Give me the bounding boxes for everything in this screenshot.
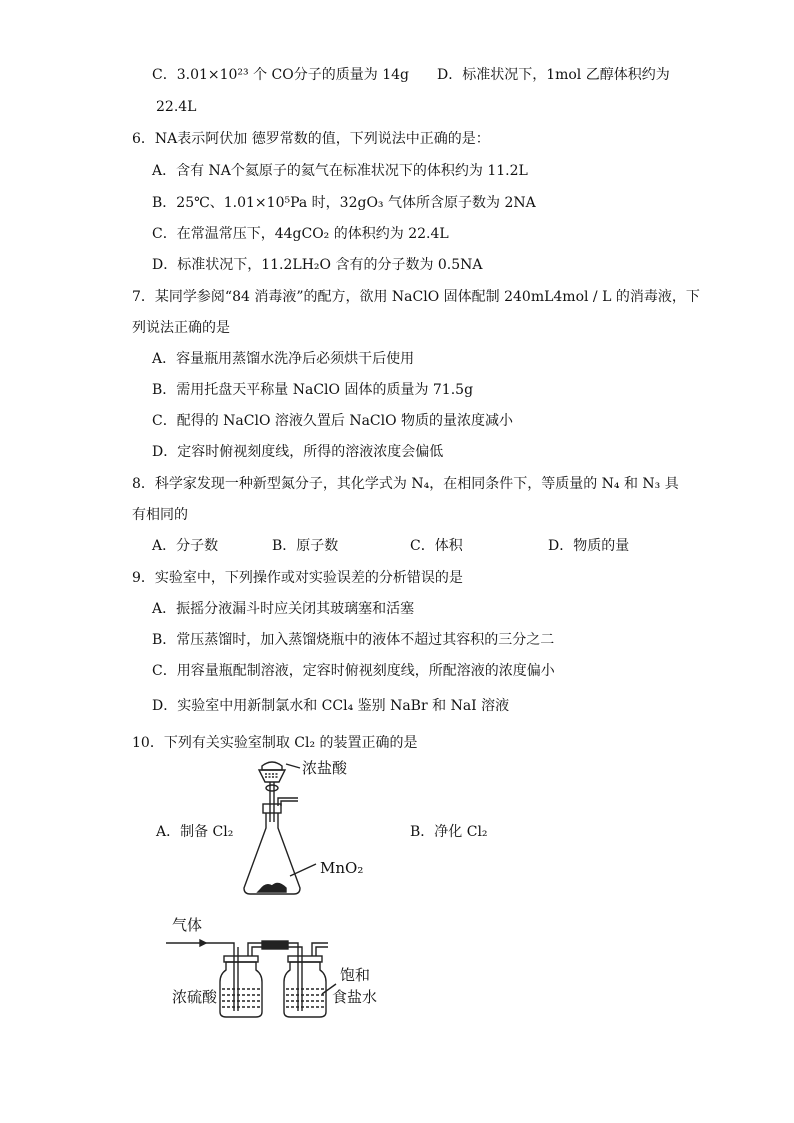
q7-option-a: A．容量瓶用蒸馏水洗净后必须烘干后使用 — [152, 351, 415, 367]
q9-option-a: A．振摇分液漏斗时应关闭其玻璃塞和活塞 — [152, 601, 415, 617]
q7-option-d: D．定容时俯视刻度线，所得的溶液浓度会偏低 — [152, 444, 444, 460]
q6-option-c: C．在常温常压下，44gCO₂ 的体积约为 22.4L — [152, 226, 449, 242]
label-conc-h2so4: 浓硫酸 — [172, 988, 218, 1006]
label-saturated: 饱和 — [340, 966, 371, 984]
line-c5: C．3.01×10²³ 个 CO分子的质量为 14g D．标准状况下，1mol 乙醇体积约为 — [152, 67, 670, 83]
cl2-purification-diagram — [166, 914, 398, 1020]
cl2-generator-diagram — [236, 756, 376, 901]
q9-option-b: B．常压蒸馏时，加入蒸馏烧瓶中的液体不超过其容积的三分之二 — [152, 632, 555, 648]
q9-option-d: D．实验室中用新制氯水和 CCl₄ 鉴别 NaBr 和 NaI 溶液 — [152, 698, 510, 714]
question-7: 7．某同学参阅“84 消毒液”的配方，欲用 NaClO 固体配制 240mL4mol / L 的消毒液，下 — [132, 289, 700, 305]
q7-option-c: C．配得的 NaClO 溶液久置后 NaClO 物质的量浓度减小 — [152, 413, 514, 429]
label-conc-hcl: 浓盐酸 — [302, 759, 348, 777]
stopcock — [266, 785, 278, 791]
q8-option-b: B．原子数 — [272, 538, 339, 554]
question-9: 9．实验室中，下列操作或对实验误差的分析错误的是 — [132, 570, 463, 586]
line-c5-cont: 22.4L — [156, 99, 197, 115]
conical-flask — [244, 813, 300, 894]
q8-option-c: C．体积 — [410, 538, 463, 554]
mno2-solid — [258, 883, 286, 892]
q10-option-b: B．净化 Cl₂ — [410, 824, 488, 840]
q6-option-a: A．含有 NA个氦原子的氦气在标准状况下的体积约为 11.2L — [152, 163, 528, 179]
question-7-cont: 列说法正确的是 — [132, 320, 230, 336]
q8-option-a: A．分子数 — [152, 538, 219, 554]
label-gas: 气体 — [172, 916, 203, 934]
q7-option-b: B．需用托盘天平称量 NaClO 固体的质量为 71.5g — [152, 382, 474, 398]
question-10: 10．下列有关实验室制取 Cl₂ 的装置正确的是 — [132, 735, 418, 751]
q6-option-d: D．标准状况下，11.2LH₂O 含有的分子数为 0.5NA — [152, 257, 483, 273]
label-brine: 食盐水 — [332, 988, 378, 1006]
question-8: 8．科学家发现一种新型氮分子，其化学式为 N₄，在相同条件下，等质量的 N₄ 和 N₃ 具 — [132, 476, 679, 492]
separatory-funnel — [262, 762, 282, 770]
wash-bottle-left — [220, 962, 262, 1017]
label-mno2: MnO₂ — [320, 859, 364, 877]
rubber-connector — [262, 941, 288, 949]
q8-option-d: D．物质的量 — [548, 538, 630, 554]
wash-bottle-right — [284, 962, 326, 1017]
question-8-cont: 有相同的 — [132, 507, 188, 523]
question-6: 6．NA表示阿伏加 德罗常数的值，下列说法中正确的是： — [132, 131, 490, 147]
q6-option-b: B．25℃、1.01×10⁵Pa 时，32gO₃ 气体所含原子数为 2NA — [152, 195, 536, 211]
q10-option-a: A．制备 Cl₂ — [156, 824, 234, 840]
q9-option-c: C．用容量瓶配制溶液，定容时俯视刻度线，所配溶液的浓度偏小 — [152, 663, 555, 679]
